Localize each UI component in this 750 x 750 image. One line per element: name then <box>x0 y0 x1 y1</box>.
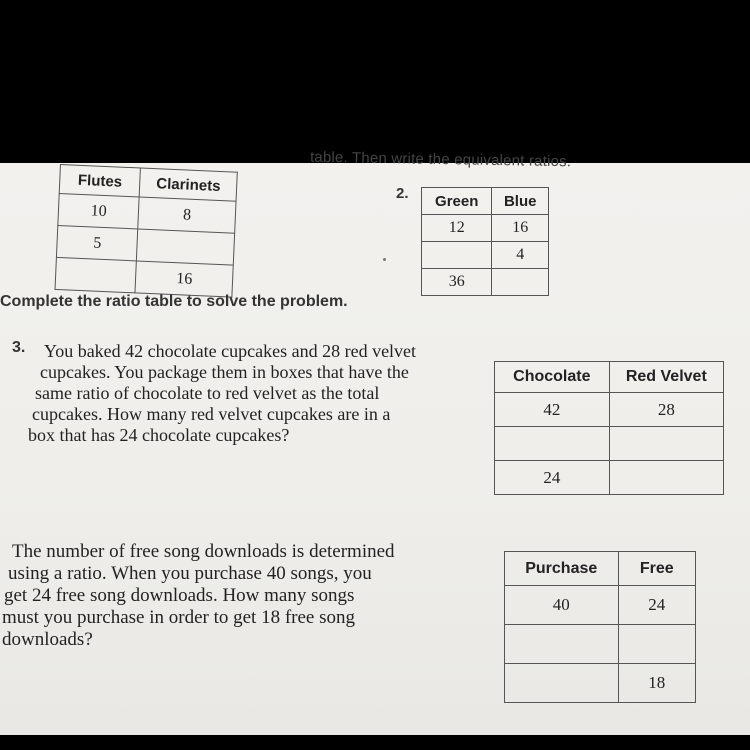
table-cell: 36 <box>422 269 492 296</box>
table-cell: 5 <box>56 225 138 260</box>
table-cell <box>618 625 696 664</box>
table-cell: 28 <box>609 393 723 427</box>
chocolate-red-velvet-table <box>494 361 724 495</box>
text-line: cupcakes. How many red velvet cupcakes are in a <box>32 404 391 424</box>
table-cell <box>609 427 723 461</box>
text-line: cupcakes. You package them in boxes that have the <box>40 362 409 382</box>
table-cell: 24 <box>618 586 696 625</box>
text-line: box that has 24 chocolate cupcakes? <box>28 425 290 445</box>
table-cell <box>505 664 619 703</box>
table-cell: 24 <box>495 461 610 495</box>
problem-3-number: 3. <box>12 339 26 356</box>
table-cell <box>55 257 137 292</box>
table-header: Flutes <box>59 165 141 197</box>
text-line: using a ratio. When you purchase 40 songs, you <box>8 563 372 584</box>
pencil-mark <box>383 258 386 261</box>
table-cell: 18 <box>618 664 696 703</box>
table-header: Free <box>618 552 696 586</box>
table-cell <box>609 461 723 495</box>
cutoff-instruction-text: table. Then write the equivalent ratios. <box>309 148 572 171</box>
problem-3-text <box>28 341 478 446</box>
flutes-clarinets-table <box>55 164 238 298</box>
table-cell <box>495 427 610 461</box>
table-header: Chocolate <box>495 362 610 393</box>
worksheet-page <box>0 148 750 735</box>
purchase-free-table <box>504 551 696 703</box>
text-line: The number of free song downloads is determined <box>12 541 395 562</box>
problem-2-number: 2. <box>396 185 409 202</box>
section-heading: Complete the ratio table to solve the problem. <box>0 293 348 310</box>
table-header: Clarinets <box>140 168 238 201</box>
table-cell: 12 <box>422 215 492 242</box>
table-cell <box>505 625 619 664</box>
table-cell: 4 <box>492 242 549 269</box>
green-blue-table <box>421 187 549 296</box>
text-line: get 24 free song downloads. How many songs <box>4 585 355 606</box>
table-cell: 40 <box>505 586 619 625</box>
table-cell: 8 <box>138 197 236 233</box>
table-cell: 16 <box>135 261 233 297</box>
table-cell <box>492 269 549 296</box>
table-header: Purchase <box>505 552 619 586</box>
problem-4-text <box>2 541 472 651</box>
text-line: downloads? <box>2 629 93 650</box>
text-line: You baked 42 chocolate cupcakes and 28 red velvet <box>44 341 417 361</box>
table-cell <box>137 229 235 265</box>
table-header: Red Velvet <box>609 362 723 393</box>
text-line: must you purchase in order to get 18 free song <box>2 607 355 628</box>
table-cell <box>422 242 492 269</box>
table-header: Blue <box>492 188 549 215</box>
table-cell: 42 <box>495 393 610 427</box>
table-cell: 10 <box>58 193 140 228</box>
text-line: same ratio of chocolate to red velvet as the total <box>35 383 380 403</box>
table-cell: 16 <box>492 215 549 242</box>
table-header: Green <box>422 188 492 215</box>
